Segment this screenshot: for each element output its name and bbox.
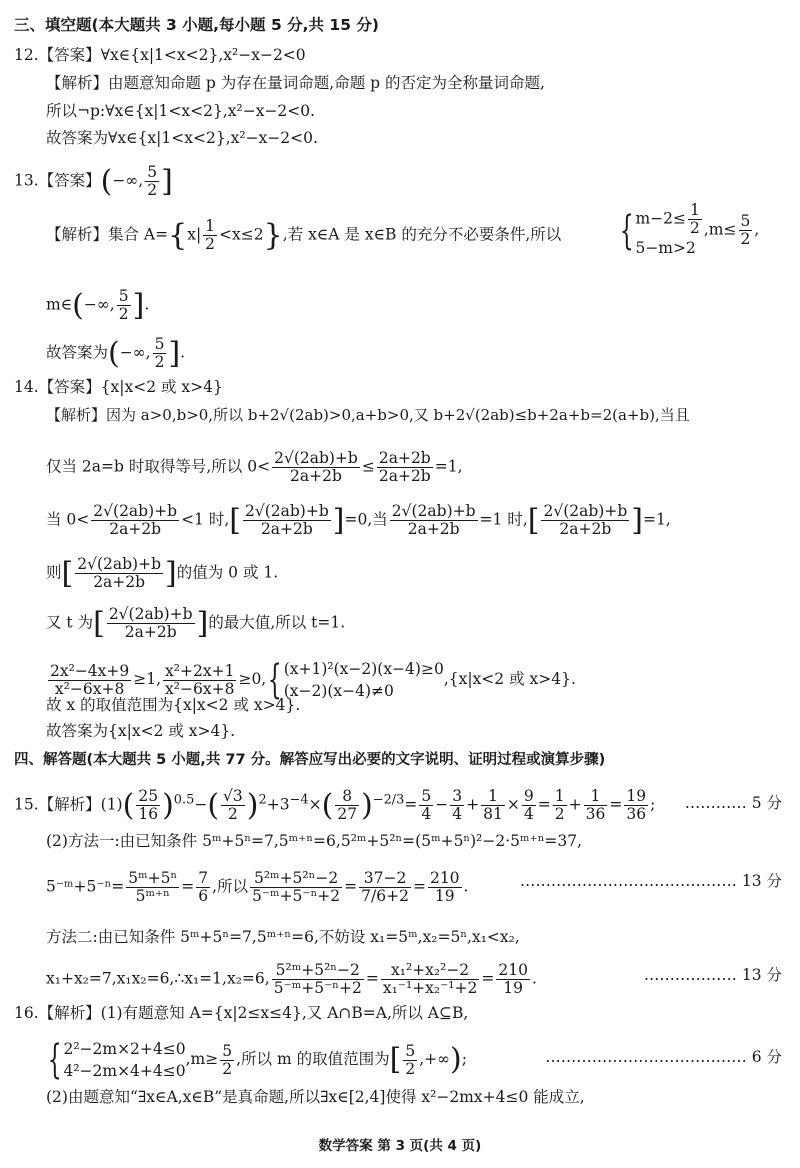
q14-line4: 则[ $\frac{2√(2ab)+b}{2a+2b}$ ]的值为 0 或 1. — [46, 555, 279, 591]
q14-line1: 【解析】因为 a>0,b>0,所以 b+2√(2ab)>0,a+b>0,又 b+2√(2ab)≤b+2a+b=2(a+b),当且 — [46, 406, 690, 424]
q15-line5: x₁+x₂=7,x₁x₂=6,∴x₁=1,x₂=6, $\frac{\text{5²ᵐ+5²ⁿ−2}}{\text{5⁻ᵐ+5⁻ⁿ+2}}$ = $\frac{\text{x₁²+x₂²−2}}{\text{x₁⁻¹+x₂⁻¹+2}}$ = $\frac{210}{19}$ . — [46, 961, 537, 997]
section3-title: 三、填空题(本大题共 3 小题,每小题 5 分,共 15 分) — [14, 16, 379, 34]
q12-line2: 所以¬p:∀x∈{x|1<x<2},x²−x−2<0. — [46, 102, 316, 120]
q13-answer: 13.【答案】(−∞, $\frac{5}{2}$ ] — [14, 163, 173, 199]
q12-answer: 12.【答案】∀x∈{x|1<x<2},x²−x−2<0 — [14, 46, 306, 64]
q14-answer: 14.【答案】{x|x<2 或 x>4} — [14, 378, 223, 396]
q15-line2: (2)方法一:由已知条件 5ᵐ+5ⁿ=7,5ᵐ⁺ⁿ=6,5²ᵐ+5²ⁿ=(5ᵐ+5ⁿ)²−2·5ᵐ⁺ⁿ=37, — [46, 832, 583, 850]
q16-score: ………………………………… 6 分 — [545, 1048, 782, 1066]
q14-line5: 又 t 为[ $\frac{2√(2ab)+b}{2a+2b}$ ]的最大值,所以 t=1. — [46, 605, 346, 641]
q16-line3: (2)由题意知“∃x∈A,x∈B”是真命题,所以∃x∈[2,4]使得 x²−2mx+4≤0 能成立, — [46, 1088, 585, 1106]
q12-line3: 故答案为∀x∈{x|1<x<2},x²−x−2<0. — [46, 129, 318, 147]
q13-system: { m−2≤ $\frac{1}{2}$ 5−m>2 ,m≤ $\frac{5}{2}$ , — [619, 201, 760, 257]
q16-line2: { 2²−2m×2+4≤0 4²−2m×4+4≤0 ,m≥ $\frac{5}{2}$ ,所以 m 的取值范围为[ $\frac{5}{2}$ ,+∞); — [47, 1037, 467, 1083]
q15-score1: ………… 5 分 — [684, 794, 782, 812]
q14-line7: 故 x 的取值范围为{x|x<2 或 x>4}. — [46, 696, 301, 714]
q15-score3: ……………… 13 分 — [643, 966, 782, 984]
q14-line3: 当 0< $\frac{2√(2ab)+b}{2a+2b}$ <1 时,[ $\frac{2√(2ab)+b}{2a+2b}$ ]=0,当 $\frac{2√(2ab)+b}{2a+2b}$ =1 时,[ $\frac{2√(2ab)+b}{2a+2b}$ ]=1, — [46, 502, 671, 538]
q15-score2: …………………………………… 13 分 — [519, 872, 782, 890]
q13-analysis: 【解析】集合 A={x| $\frac{1}{2}$ <x≤2},若 x∈A 是 x∈B 的充分不必要条件,所以 — [46, 217, 562, 253]
page-footer: 数学答案 第 3 页(共 4 页) — [318, 1138, 482, 1154]
section4-title: 四、解答题(本大题共 5 小题,共 77 分。解答应写出必要的文字说明、证明过程或演算步骤) — [14, 752, 606, 768]
q16-line1: 16.【解析】(1)有题意知 A={x|2≤x≤4},又 A∩B=A,所以 A⊆B, — [14, 1004, 469, 1022]
q15-line3: 5⁻ᵐ+5⁻ⁿ= $\frac{\text{5ᵐ+5ⁿ}}{\text{5ᵐ⁺ⁿ}}$ = $\frac{7}{6}$ ,所以 $\frac{\text{5²ᵐ+5²ⁿ−2}}{\text{5⁻ᵐ+5⁻ⁿ+2}}$ = $\frac{37-2}{7/6+2}$ = $\frac{210}{19}$ . — [46, 869, 469, 905]
q13-range: m∈(−∞, $\frac{5}{2}$ ]. — [46, 287, 150, 323]
q14-line8: 故答案为{x|x<2 或 x>4}. — [46, 722, 236, 740]
q13-final: 故答案为(−∞, $\frac{5}{2}$ ]. — [46, 335, 186, 371]
q14-line2: 仅当 2a=b 时取得等号,所以 0< $\frac{2√(2ab)+b}{2a+2b}$ ≤ $\frac{2a+2b}{2a+2b}$ =1, — [46, 449, 463, 485]
q15-line1: 15.【解析】(1)( $\frac{25}{16}$ )$^{0.5}$−( $\frac{√3}{2}$ )$^2+3^{-4}\times$( $\frac{8}{27}$ )$^{-2/3}$= $\frac{5}{4}$ − $\frac{3}{4}$ + $\frac{1}{81}$ × $\frac{9}{4}$ = $\frac{1}{2}$ + $\frac{1}{36}$ = $\frac{19}{36}$ ; — [14, 787, 656, 823]
q14-line6: $\frac{\text{2x²−4x+9}}{\text{x²−6x+8}}$ ≥1, $\frac{\text{x²+2x+1}}{\text{x²−6x+8}}$ ≥0,{ (x+1)²(x−2)(x−4)≥0 (x−2)(x−4)≠0 ,{x|x<2 或 x>4}. — [50, 657, 576, 703]
q12-line1: 【解析】由题意知命题 p 为存在量词命题,命题 p 的否定为全称量词命题, — [46, 74, 545, 92]
q15-line4: 方法二:由已知条件 5ᵐ+5ⁿ=7,5ᵐ⁺ⁿ=6,不妨设 x₁=5ᵐ,x₂=5ⁿ,x₁<x₂, — [46, 928, 520, 946]
